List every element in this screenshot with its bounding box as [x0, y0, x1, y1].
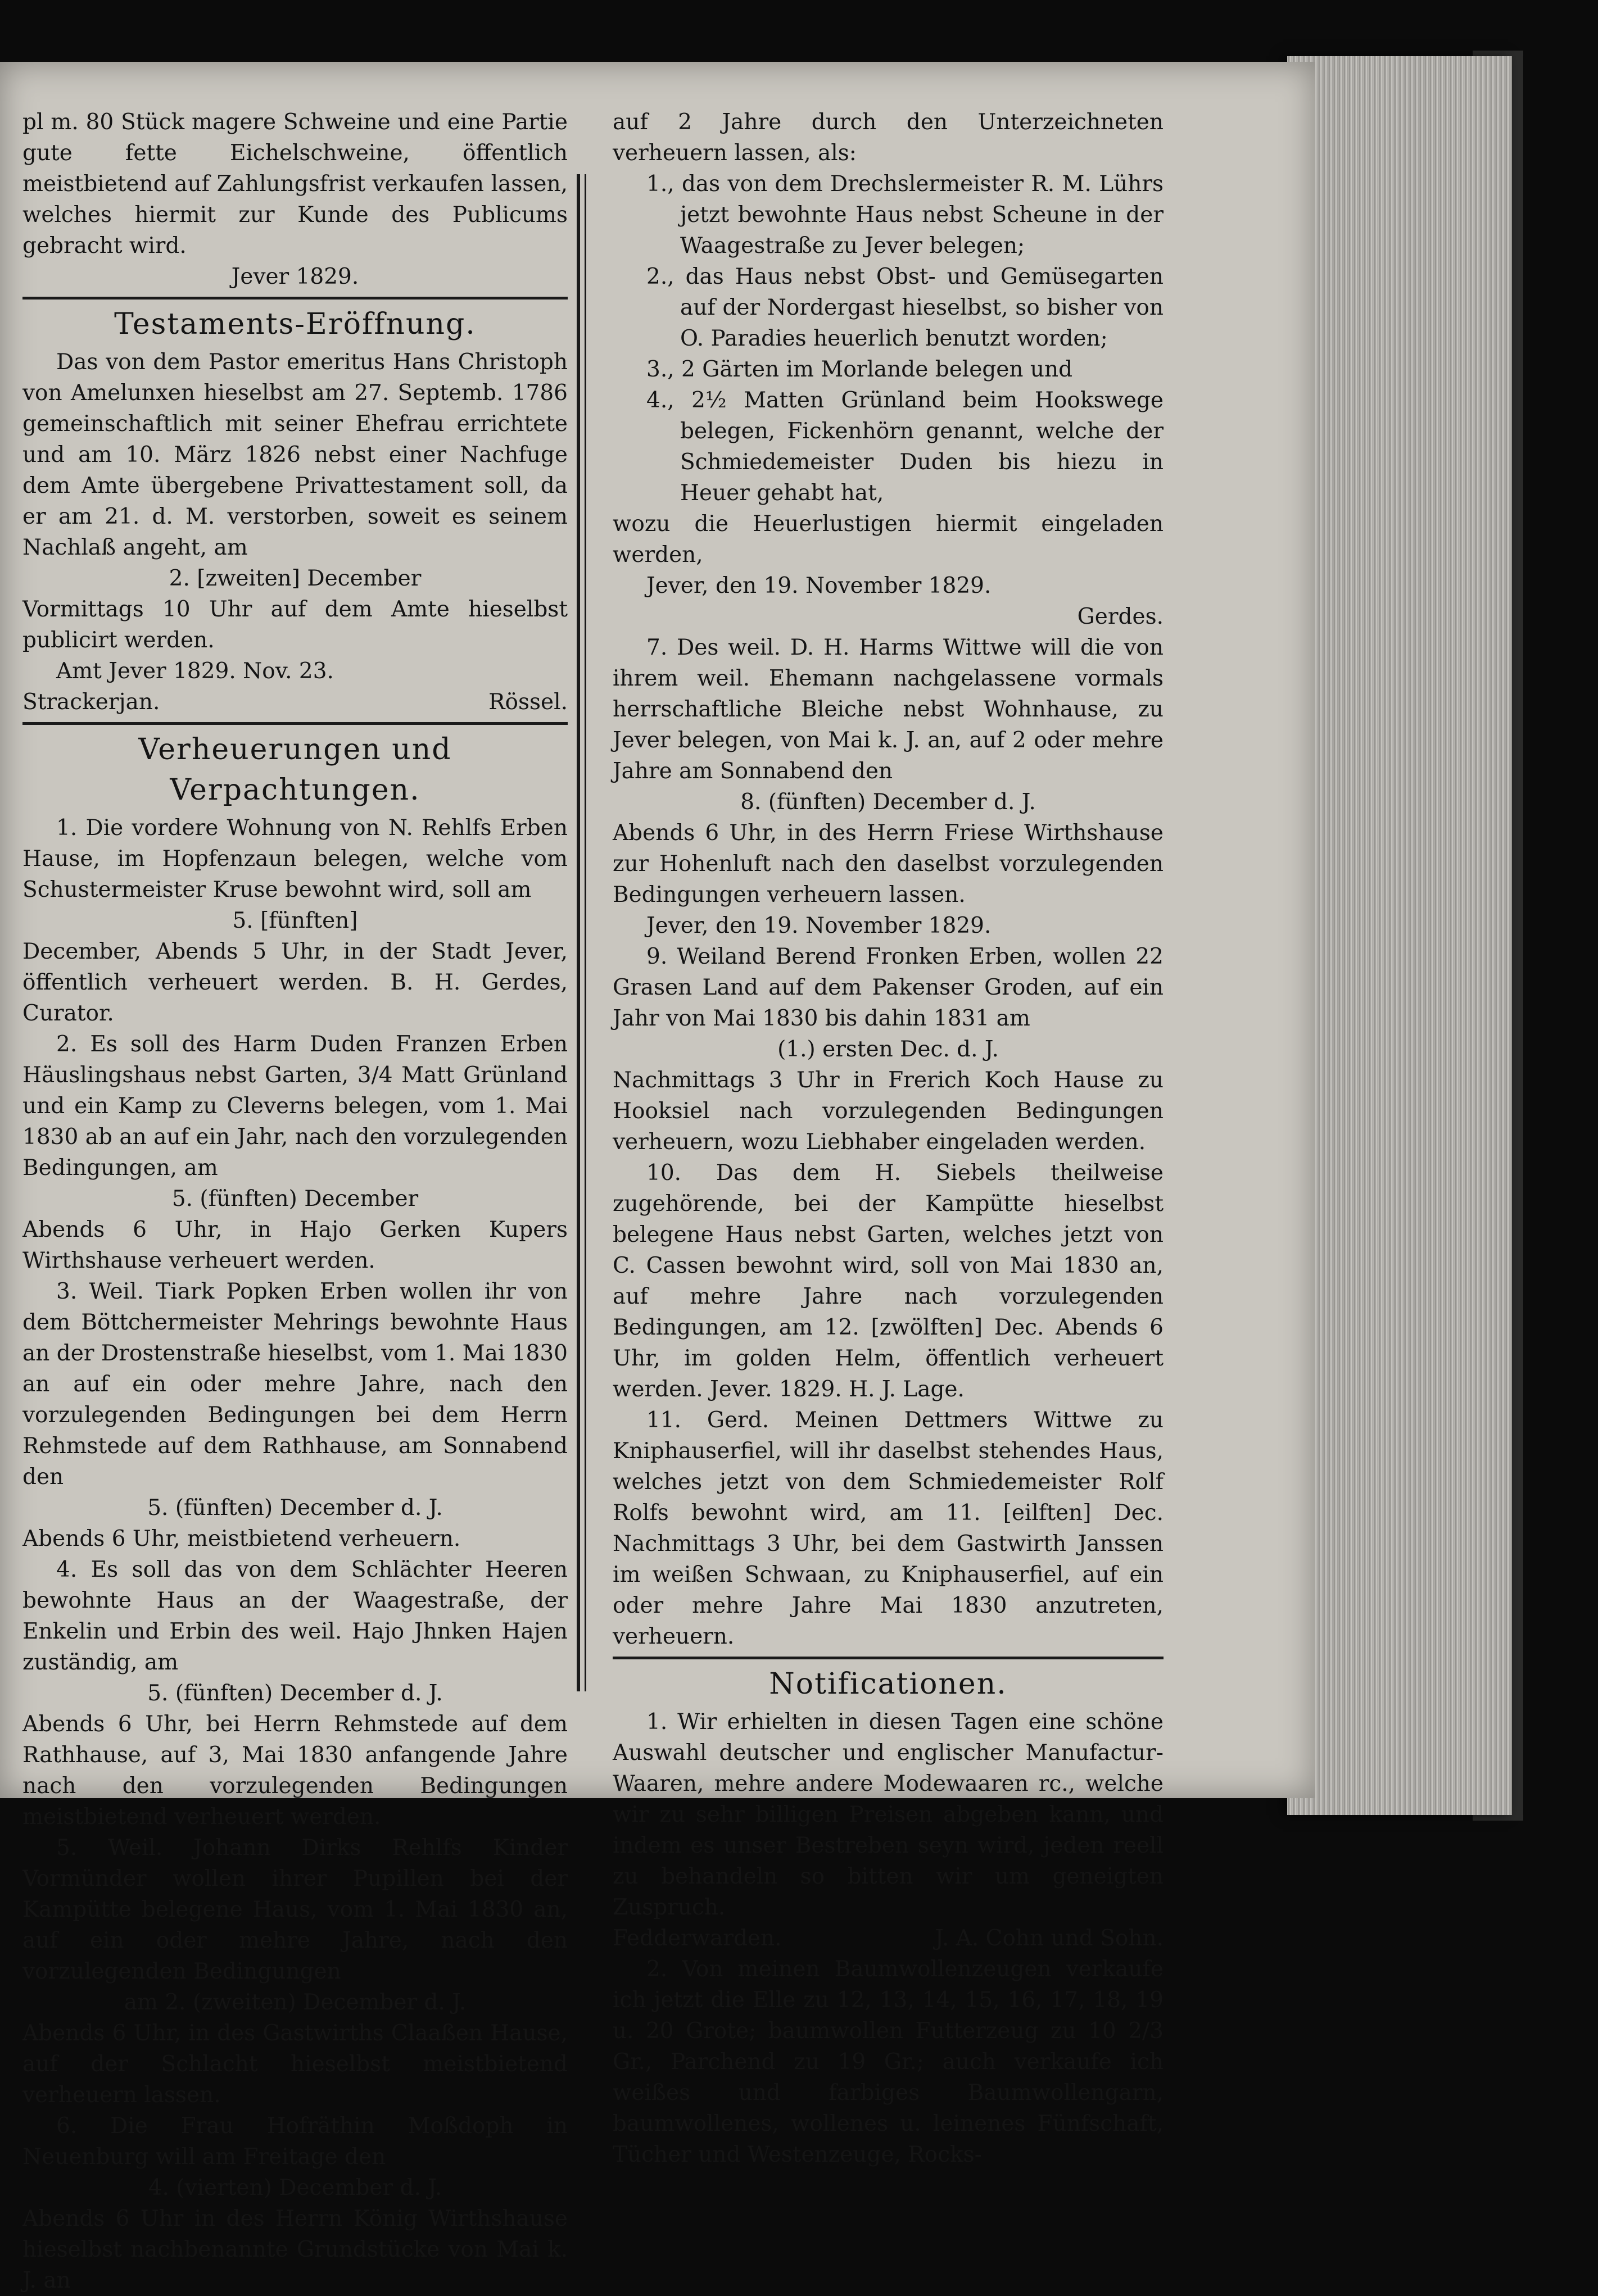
- heading-notificationen: Notificationen.: [769, 1667, 1007, 1701]
- notice-5: 5. Weil. Johann Dirks Rehlfs Kinder Vormünder wollen ihrer Pupillen bei der Kampütte belegene Haus, vom 1. Mai 1830 an, auf ein oder mehre Jahre, nach den vorzulegenden Bedingungen: [22, 1835, 568, 1984]
- notice-9-date: (1.) ersten Dec. d. J.: [777, 1037, 999, 1062]
- testament-text: Das von dem Pastor emeritus Hans Christoph von Amelunxen hieselbst am 27. Septemb. 1786 gemeinschaftlich mit seiner Ehefrau errichtete und am 10. März 1826 nebst einer Nachfuge dem Amte übergebene Privattestament soll, da er am 21. d. M. verstorben, soweit es seinem Nachlaß angeht, am: [22, 350, 568, 560]
- notice-7-rest: Abends 6 Uhr, in des Herrn Friese Wirthshause zur Hohenluft nach den daselbst vorzulegenden Bedingungen verheuern lassen.: [613, 820, 1164, 907]
- notice-4-rest: Abends 6 Uhr, bei Herrn Rehmstede auf dem Rathhause, auf 3, Mai 1830 anfangende Jahre nach den vorzulegenden Bedingungen meistbietend verheuert werden.: [22, 1712, 568, 1830]
- notice-4-date: 5. (fünften) December d. J.: [147, 1681, 443, 1706]
- property-item: 2., das Haus nebst Obst- und Gemüsegarten auf der Nordergast hieselbst, so bisher von O. Paradies heuerlich benutzt worden;: [646, 264, 1164, 351]
- section-divider: [22, 297, 568, 300]
- notice-3-date: 5. (fünften) December d. J.: [147, 1495, 443, 1521]
- page-edges: [1287, 56, 1512, 1815]
- notice-6-signature: Gerdes.: [1077, 604, 1164, 629]
- notice-6-invitation: wozu die Heuerlustigen hiermit eingeladen werden,: [613, 511, 1164, 568]
- testament-time: Vormittags 10 Uhr auf dem Amte hieselbst publicirt werden.: [22, 597, 568, 653]
- notice-3: 3. Weil. Tiark Popken Erben wollen ihr von dem Böttchermeister Mehrings bewohnte Haus an der Drostenstraße hieselbst, vom 1. Mai 1830 an auf ein oder mehre Jahre, nach den vorzulegenden Bedingungen bei dem Herrn Rehmstede auf dem Rathhause, am Sonnabend den: [22, 1279, 568, 1490]
- pig-sale-notice: pl m. 80 Stück magere Schweine und eine Partie gute fette Eichelschweine, öffentlich meistbietend auf Zahlungsfrist verkaufen lassen, welches hiermit zur Kunde des Publicums gebracht wird.: [22, 110, 568, 258]
- property-item: 1., das von dem Drechslermeister R. M. Lührs jetzt bewohnte Haus nebst Scheune in der Waagestraße zu Jever belegen;: [646, 171, 1164, 258]
- notice-9: 9. Weiland Berend Fronken Erben, wollen 22 Grasen Land auf dem Pakenser Groden, auf ein Jahr von Mai 1830 bis dahin 1831 am: [613, 944, 1164, 1031]
- notice-7-dateline: Jever, den 19. November 1829.: [646, 913, 992, 938]
- notice-9-rest: Nachmittags 3 Uhr in Frerich Koch Hause zu Hooksiel nach vorzulegenden Bedingungen verheuern, wozu Liebhaber eingeladen werden.: [613, 1068, 1164, 1155]
- notification-1-signer: J. A. Cohn und Sohn.: [935, 1926, 1164, 1951]
- notice-6: 6. Die Frau Hofräthin Moßdoph in Neuenburg will am Freitage den: [22, 2113, 568, 2170]
- signature-strackerjan: Strackerjan.: [22, 689, 160, 715]
- column-rule: [577, 174, 580, 1691]
- column-rule: [585, 174, 586, 1691]
- left-column: [22, 107, 568, 2296]
- notice-1-rest: December, Abends 5 Uhr, in der Stadt Jever, öffentlich verheuert werden. B. H. Gerdes, Curator.: [22, 939, 568, 1026]
- notice-11: 11. Gerd. Meinen Dettmers Wittwe zu Kniphauserfiel, will ihr daselbst stehendes Haus, welches jetzt von dem Schmiedemeister Rolf Rolfs bewohnt wird, am 11. [eilften] Dec. Nachmittags 3 Uhr, bei dem Gastwirth Janssen im weißen Schwaan, zu Kniphauserfiel, auf ein oder mehre Jahre Mai 1830 anzutreten, verheuern.: [613, 1408, 1164, 1649]
- testament-office: Amt Jever 1829. Nov. 23.: [56, 659, 334, 684]
- notice-6-date: 4. (vierten) December d. J.: [148, 2175, 442, 2200]
- property-item: 4., 2½ Matten Grünland beim Hookswege belegen, Fickenhörn genannt, welche der Schmiedemeister Duden bis hiezu in Heuer gehabt hat,: [646, 388, 1164, 506]
- testament-signatures: [22, 687, 568, 718]
- notice-2-rest: Abends 6 Uhr, in Hajo Gerken Kupers Wirthshause verheuert werden.: [22, 1217, 568, 1273]
- section-divider: [22, 722, 568, 725]
- notice-10: 10. Das dem H. Siebels theilweise zugehörende, bei der Kampütte hieselbst belegene Haus nebst Garten, welches jetzt von C. Cassen bewohnt wird, soll von Mai 1830 an, auf mehre Jahre nach vorzulegenden Bedingungen, am 12. [zwölften] Dec. Abends 6 Uhr, im golden Helm, öffentlich verheuert werden. Jever. 1829. H. J. Lage.: [613, 1160, 1164, 1402]
- notice-2-date: 5. (fünften) December: [171, 1186, 419, 1211]
- notice-7-date: 8. (fünften) December d. J.: [740, 789, 1036, 815]
- pig-sale-date: Jever 1829.: [231, 264, 359, 289]
- notice-2: 2. Es soll des Harm Duden Franzen Erben Häuslingshaus nebst Garten, 3/4 Matt Grünland und ein Kamp zu Cleverns belegen, vom 1. Mai 1830 ab an auf ein Jahr, nach den vorzulegenden Bedingungen, am: [22, 1032, 568, 1181]
- notice-7: 7. Des weil. D. H. Harms Wittwe will die von ihrem weil. Ehemann nachgelassene vormals herrschaftliche Bleiche nebst Wohnhause, zu Jever belegen, von Mai k. J. an, auf 2 oder mehre Jahre am Sonnabend den: [613, 635, 1164, 784]
- notice-5-rest: Abends 6 Uhr, in des Gastwirths Claaßen Hause, auf der Schlacht hieselbst meistbietend verheuern lassen.: [22, 2021, 568, 2108]
- notification-1: 1. Wir erhielten in diesen Tagen eine schöne Auswahl deutscher und englischer Manufactur-Waaren, mehre andere Modewaaren rc., welche wir zu sehr billigen Preisen abgeben kann, und indem es unser Bestreben seyn wird, jeden reell zu behandeln so bitten wir um geneigten Zuspruch.: [613, 1709, 1164, 1920]
- heading-verheuerungen: Verheuerungen und Verpachtungen.: [138, 733, 452, 807]
- notice-1: 1. Die vordere Wohnung von N. Rehlfs Erben Hause, im Hopfenzaun belegen, welche vom Schustermeister Kruse bewohnt wird, soll am: [22, 815, 568, 902]
- section-divider: [613, 1657, 1164, 1659]
- notice-5-date: am 2. (zweiten) December d. J.: [124, 1990, 467, 2015]
- signature-roessel: Rössel.: [488, 689, 568, 715]
- notice-3-rest: Abends 6 Uhr, meistbietend verheuern.: [22, 1526, 461, 1551]
- testament-date: 2. [zweiten] December: [169, 566, 422, 591]
- notice-6-continued: auf 2 Jahre durch den Unterzeichneten verheuern lassen, als:: [613, 110, 1164, 166]
- heading-testament: Testaments-Eröffnung.: [114, 307, 476, 341]
- notice-1-date: 5. [fünften]: [232, 908, 358, 933]
- notice-6-dateline: Jever, den 19. November 1829.: [646, 573, 992, 598]
- notification-2: 2. Von meinen Baumwollenzeugen verkaufe ich jetzt die Elle zu 12, 13, 14, 15, 16, 17, 18, 19 u. 20 Grote; baumwollen Futterzeug zu 10 2/3 Gr., Parchend zu 19 Gr.; auch verkaufe ich weißes und farbiges Baumwollengarn, baumwollenes, wollenes u. leinenes Fünfschaft, Tücher und Westenzeuge, Rocks-: [613, 1957, 1164, 2167]
- right-column: [613, 107, 1164, 2170]
- notice-4: 4. Es soll das von dem Schlächter Heeren bewohnte Haus an der Waagestraße, der Enkelin und Erbin des weil. Hajo Jhnken Hajen zuständig, am: [22, 1557, 568, 1675]
- property-item: 3., 2 Gärten im Morlande belegen und: [646, 357, 1073, 382]
- notification-1-signature: [613, 1923, 1164, 1954]
- newspaper-page: [0, 62, 1315, 2293]
- notification-1-place: Fedderwarden.: [613, 1926, 782, 1951]
- notice-6-rest: Abends 6 Uhr in des Herrn König Wirthshause hieselbst nachbenannte Grundstücke von Mai k. J. an: [22, 2206, 568, 2293]
